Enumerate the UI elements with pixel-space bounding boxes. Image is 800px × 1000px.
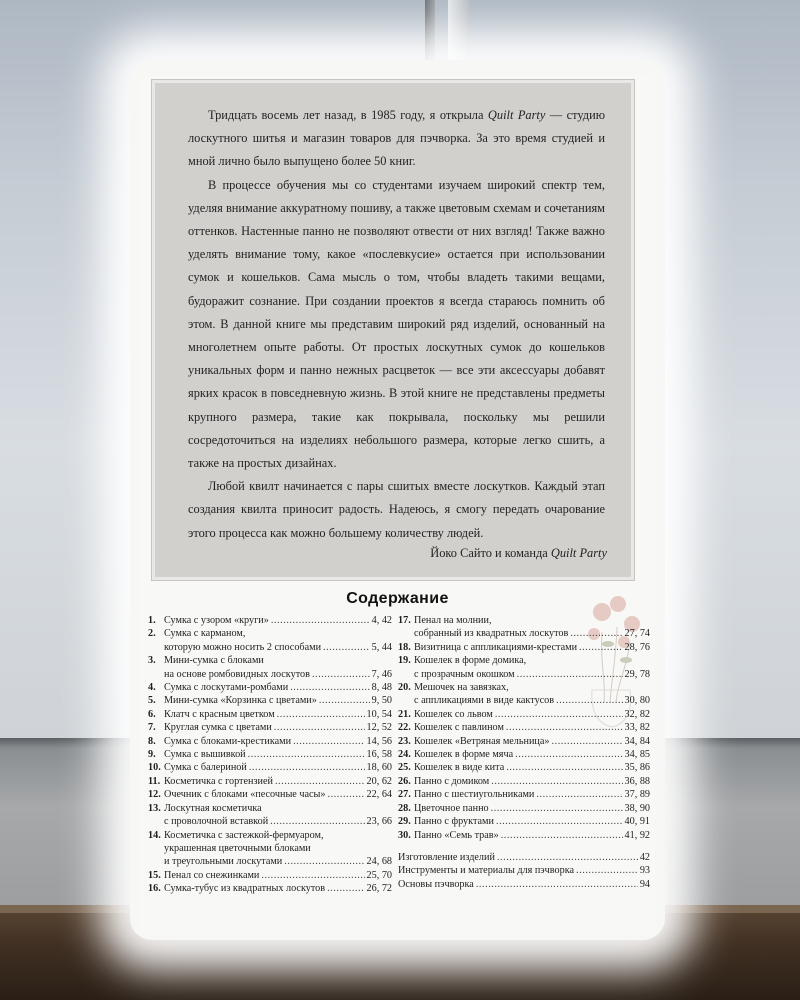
toc-entry — [398, 802, 650, 815]
toc-entry-number: 21. — [398, 708, 411, 720]
toc-leader-dots — [496, 815, 623, 828]
toc-leader-dots — [284, 855, 364, 868]
toc-leader-dots — [491, 802, 623, 815]
toc-leader-dots — [249, 761, 365, 774]
toc-leader-dots — [506, 721, 623, 734]
toc-title: Содержание — [346, 590, 449, 607]
toc-entry-title: Мешочек на завязках, — [414, 682, 509, 694]
toc-entry — [398, 614, 650, 641]
toc-entry — [148, 882, 392, 895]
toc-entry-title: Очечник с блоками «песочные часы» — [164, 789, 326, 801]
toc-entry-title: Пенал на молнии, — [414, 615, 492, 626]
toc-leader-dots — [556, 694, 622, 707]
toc-page-numbers: 34, 85 — [624, 749, 650, 761]
toc-page-numbers: 28, 76 — [624, 641, 650, 653]
toc-entry — [148, 708, 392, 721]
toc-entry — [398, 815, 650, 828]
toc-leader-dots — [576, 864, 638, 877]
toc-entry-title: на основе ромбовидных лоскутов — [164, 668, 310, 680]
toc-entry-title: Сумка с лоскутами-ромбами — [164, 682, 289, 694]
toc-entry-title: Сумка-тубус из квадратных лоскутов — [164, 883, 326, 895]
toc-leader-dots — [579, 641, 623, 654]
toc-entry-number: 6. — [148, 708, 156, 720]
toc-entry — [398, 788, 650, 801]
toc-entry-title: украшенная цветочными блоками — [164, 842, 311, 854]
toc-entry-number: 10. — [148, 762, 161, 774]
toc-entry — [398, 735, 650, 748]
toc-entry — [148, 614, 392, 627]
intro-paragraph-2: В процессе обучения мы со студентами изучаем широкий спектр тем, уделяя внимание аккуратному пошиву, а также цветовым схемам и сочетаниям оттенков. Настенные панно не позволяют отвести от них взгляд! Также важно уделять внимание тому, какое «послевкусие» остается при использовании сумок и кошельков. Сама мысль о том, чтобы владеть такими вещами, будоражит сознание. При создании проектов я всегда стараюсь помнить об этом. В данной книге мы представим широкий ряд изделий, основанный на многолетнем опыте работы. От простых лоскутных сумок до кошельков уникальных форм и панно нежных расцветок — все эти аксессуары добавят ярких красок в повседневную жизнь. В этой книге не представлены предметы крупного размера, такие как покрывала, поскольку мы решили сосредоточиться на изделиях небольшого размера, которые легко сшить, а также на простых дизайнах. — [188, 177, 605, 471]
toc-page-numbers: 8, 48 — [371, 682, 392, 694]
toc-entry-title: Панно с шестиугольниками — [414, 789, 535, 801]
toc-leader-dots — [275, 775, 365, 788]
toc-page-numbers: 35, 86 — [624, 762, 650, 774]
toc-entry-title: Кошелек с павлином — [414, 722, 504, 734]
toc-page-numbers: 16, 58 — [366, 749, 392, 761]
toc-entry — [148, 802, 392, 829]
toc-entry-title: Кошелек в виде кита — [414, 762, 505, 774]
toc-leader-dots — [506, 761, 622, 774]
toc-page-numbers: 38, 90 — [624, 802, 650, 814]
toc-page-numbers: 5, 44 — [371, 641, 392, 653]
toc-entry — [398, 878, 650, 891]
toc-right-column — [398, 614, 650, 891]
toc-entry-number: 3. — [148, 655, 156, 667]
toc-entry-title: Кошелек в форме домика, — [414, 655, 527, 667]
toc-entry — [148, 829, 392, 869]
toc-entry-number: 22. — [398, 722, 411, 734]
toc-page-numbers: 4, 42 — [371, 615, 392, 626]
toc-entry-number: 30. — [398, 829, 411, 841]
toc-leader-dots — [495, 708, 623, 721]
toc-page-numbers: 32, 82 — [624, 708, 650, 720]
toc-entry-title: с прозрачным окошком — [414, 668, 515, 680]
toc-entry-number: 1. — [148, 615, 156, 626]
toc-entry-number: 2. — [148, 628, 156, 640]
toc-entry-number: 26. — [398, 775, 411, 787]
toc-entry-title: Кошелек «Ветряная мельница» — [414, 735, 550, 747]
signature — [155, 546, 631, 561]
toc-entry-number: 17. — [398, 615, 411, 626]
toc-leader-dots — [517, 668, 623, 681]
toc-entry-number: 28. — [398, 802, 411, 814]
toc-entry-title: Инструменты и материалы для пэчворка — [398, 865, 575, 877]
toc-entry-number: 23. — [398, 735, 411, 747]
toc-page-numbers: 9, 50 — [371, 695, 392, 707]
toc-leader-dots — [536, 788, 622, 801]
toc-entry-title: собранный из квадратных лоскутов — [414, 628, 569, 640]
toc-leader-dots — [323, 641, 370, 654]
toc-page-numbers: 30, 80 — [624, 695, 650, 707]
toc-entry-title: Лоскутная косметичка — [164, 802, 262, 814]
toc-entry-title: с проволочной вставкой — [164, 816, 269, 828]
toc-page-numbers: 34, 84 — [624, 735, 650, 747]
toc-page-numbers: 33, 82 — [624, 722, 650, 734]
toc-entry — [398, 708, 650, 721]
toc-page-numbers: 93 — [639, 865, 650, 877]
toc-entry-title: Сумка с карманом, — [164, 628, 246, 640]
toc-entry — [398, 851, 650, 864]
intro-paragraph-3: Любой квилт начинается с пары сшитых вместе лоскутков. Каждый этап создания квилта приносит радость. Надеюсь, я смогу передать очарование этого процесса как можно большему количеству людей. — [188, 479, 605, 540]
toc-entry — [148, 721, 392, 734]
toc-page-numbers: 20, 62 — [366, 775, 392, 787]
toc-page-numbers: 7, 46 — [371, 668, 392, 680]
toc-leader-dots — [491, 775, 622, 788]
toc-entry-number: 29. — [398, 816, 411, 828]
toc-entry-number: 25. — [398, 762, 411, 774]
toc-entry — [398, 641, 650, 654]
toc-page-numbers: 29, 78 — [624, 668, 650, 680]
toc-leader-dots — [312, 668, 370, 681]
toc-leader-dots — [327, 788, 364, 801]
toc-page-numbers: 10, 54 — [366, 708, 392, 720]
toc-leader-dots — [290, 681, 369, 694]
toc-entry-title: и треугольными лоскутами — [164, 856, 283, 868]
toc-entry — [148, 788, 392, 801]
toc-entry-title: Панно с домиком — [414, 775, 490, 787]
intro-text: — студию лоскутного шитья и магазин товаров для пэчворка. За это время студией и мной лично было выпущено более 50 книг. — [188, 108, 605, 169]
toc-entry-title: Сумка с узором «круги» — [164, 615, 269, 626]
toc-spacer — [398, 842, 650, 851]
toc-page-numbers: 25, 70 — [366, 869, 392, 881]
toc-entry — [398, 761, 650, 774]
toc-entry — [148, 761, 392, 774]
toc-entry — [398, 654, 650, 681]
toc-entry-title: Кошелек со львом — [414, 708, 493, 720]
toc-entry-title: Косметичка с гортензией — [164, 775, 273, 787]
book-page — [140, 75, 655, 935]
toc-entry-number: 12. — [148, 789, 161, 801]
toc-entry-number: 7. — [148, 722, 156, 734]
toc-entry-title: с аппликациями в виде кактусов — [414, 695, 555, 707]
toc-entry — [398, 864, 650, 877]
toc-entry-number: 14. — [148, 829, 161, 841]
toc-page-numbers: 37, 89 — [624, 789, 650, 801]
toc-leader-dots — [552, 735, 623, 748]
toc-entry-number: 20. — [398, 682, 411, 694]
toc-entry-number: 9. — [148, 749, 156, 761]
toc-entry-number: 15. — [148, 869, 161, 881]
toc-leader-dots — [277, 708, 365, 721]
signature-brand: Quilt Party — [550, 546, 607, 560]
toc-entry-title: Пенал со снежинками — [164, 869, 260, 881]
toc-entry — [398, 748, 650, 761]
toc-page-numbers: 26, 72 — [366, 883, 392, 895]
toc-entry-number: 5. — [148, 695, 156, 707]
toc-entry-number: 8. — [148, 735, 156, 747]
toc-entry-number: 24. — [398, 749, 411, 761]
toc-entry — [148, 627, 392, 654]
toc-entry-title: Кошелек в форме мяча — [414, 749, 514, 761]
toc-page-numbers: 22, 64 — [366, 789, 392, 801]
toc-entry-number: 19. — [398, 655, 411, 667]
toc-entry-number: 4. — [148, 682, 156, 694]
toc-entry-title: Основы пэчворка — [398, 878, 474, 890]
toc-entry-title: Мини-сумка «Корзинка с цветами» — [164, 695, 317, 707]
toc-leader-dots — [274, 721, 365, 734]
toc-page-numbers: 14, 56 — [366, 735, 392, 747]
toc-entry-title: Мини-сумка с блоками — [164, 655, 264, 667]
toc-entry-title: Панно «Семь трав» — [414, 829, 499, 841]
toc-entry — [148, 681, 392, 694]
toc-entry — [398, 721, 650, 734]
toc-leader-dots — [515, 748, 622, 761]
toc-page-numbers: 42 — [639, 851, 650, 863]
toc-page-numbers: 94 — [639, 878, 650, 890]
toc-page-numbers: 23, 66 — [366, 816, 392, 828]
toc-leader-dots — [293, 735, 364, 748]
toc-entry-title: Клатч с красным цветком — [164, 708, 275, 720]
toc-page-numbers: 18, 60 — [366, 762, 392, 774]
toc-left-column — [148, 614, 392, 896]
toc-entry-title: Сумка с балериной — [164, 762, 247, 774]
toc-page-numbers: 27, 74 — [624, 628, 650, 640]
toc-entry-number: 11. — [148, 775, 161, 787]
intro-text: Тридцать восемь лет назад, в 1985 году, я открыла — [208, 108, 488, 122]
toc-leader-dots — [570, 627, 622, 640]
intro-block — [152, 80, 634, 580]
toc-page-numbers: 41, 92 — [624, 829, 650, 841]
signature-author: Йоко Сайто и команда — [430, 546, 551, 560]
toc-entry — [148, 775, 392, 788]
toc-leader-dots — [476, 878, 638, 891]
toc-entry-title: которую можно носить 2 способами — [164, 641, 322, 653]
toc-entry-number: 13. — [148, 802, 161, 814]
toc-entry — [148, 694, 392, 707]
toc-entry-number: 27. — [398, 789, 411, 801]
toc-leader-dots — [497, 851, 638, 864]
intro-paragraph-1 — [188, 104, 605, 174]
toc-leader-dots — [248, 748, 365, 761]
toc-entry-title: Панно с фруктами — [414, 816, 494, 828]
toc-leader-dots — [261, 869, 364, 882]
toc-entry — [148, 735, 392, 748]
toc-page-numbers: 40, 91 — [624, 816, 650, 828]
toc-entry-title: Цветочное панно — [414, 802, 489, 814]
toc-entry — [148, 748, 392, 761]
toc-leader-dots — [271, 614, 370, 627]
toc-leader-dots — [270, 815, 364, 828]
toc-entry-title: Косметичка с застежкой-фермуаром, — [164, 829, 324, 841]
toc-leader-dots — [319, 694, 370, 707]
toc-leader-dots — [501, 829, 623, 842]
toc-page-numbers: 36, 88 — [624, 775, 650, 787]
toc-entry-title: Изготовление изделий — [398, 851, 495, 863]
toc-entry-title: Круглая сумка с цветами — [164, 722, 272, 734]
toc-entry — [398, 775, 650, 788]
toc-entry — [148, 869, 392, 882]
toc-entry-title: Сумка с вышивкой — [164, 749, 246, 761]
toc-entry-number: 16. — [148, 883, 161, 895]
toc-entry — [148, 654, 392, 681]
toc-entry — [398, 829, 650, 842]
toc-entry-title: Визитница с аппликациями-крестами — [414, 641, 578, 653]
toc-leader-dots — [327, 882, 364, 895]
toc-page-numbers: 12, 52 — [366, 722, 392, 734]
toc-entry — [398, 681, 650, 708]
toc-entry-number: 18. — [398, 641, 411, 653]
toc-entry-title: Сумка с блоками-крестиками — [164, 735, 292, 747]
brand-name: Quilt Party — [487, 108, 546, 122]
toc-page-numbers: 24, 68 — [366, 856, 392, 868]
